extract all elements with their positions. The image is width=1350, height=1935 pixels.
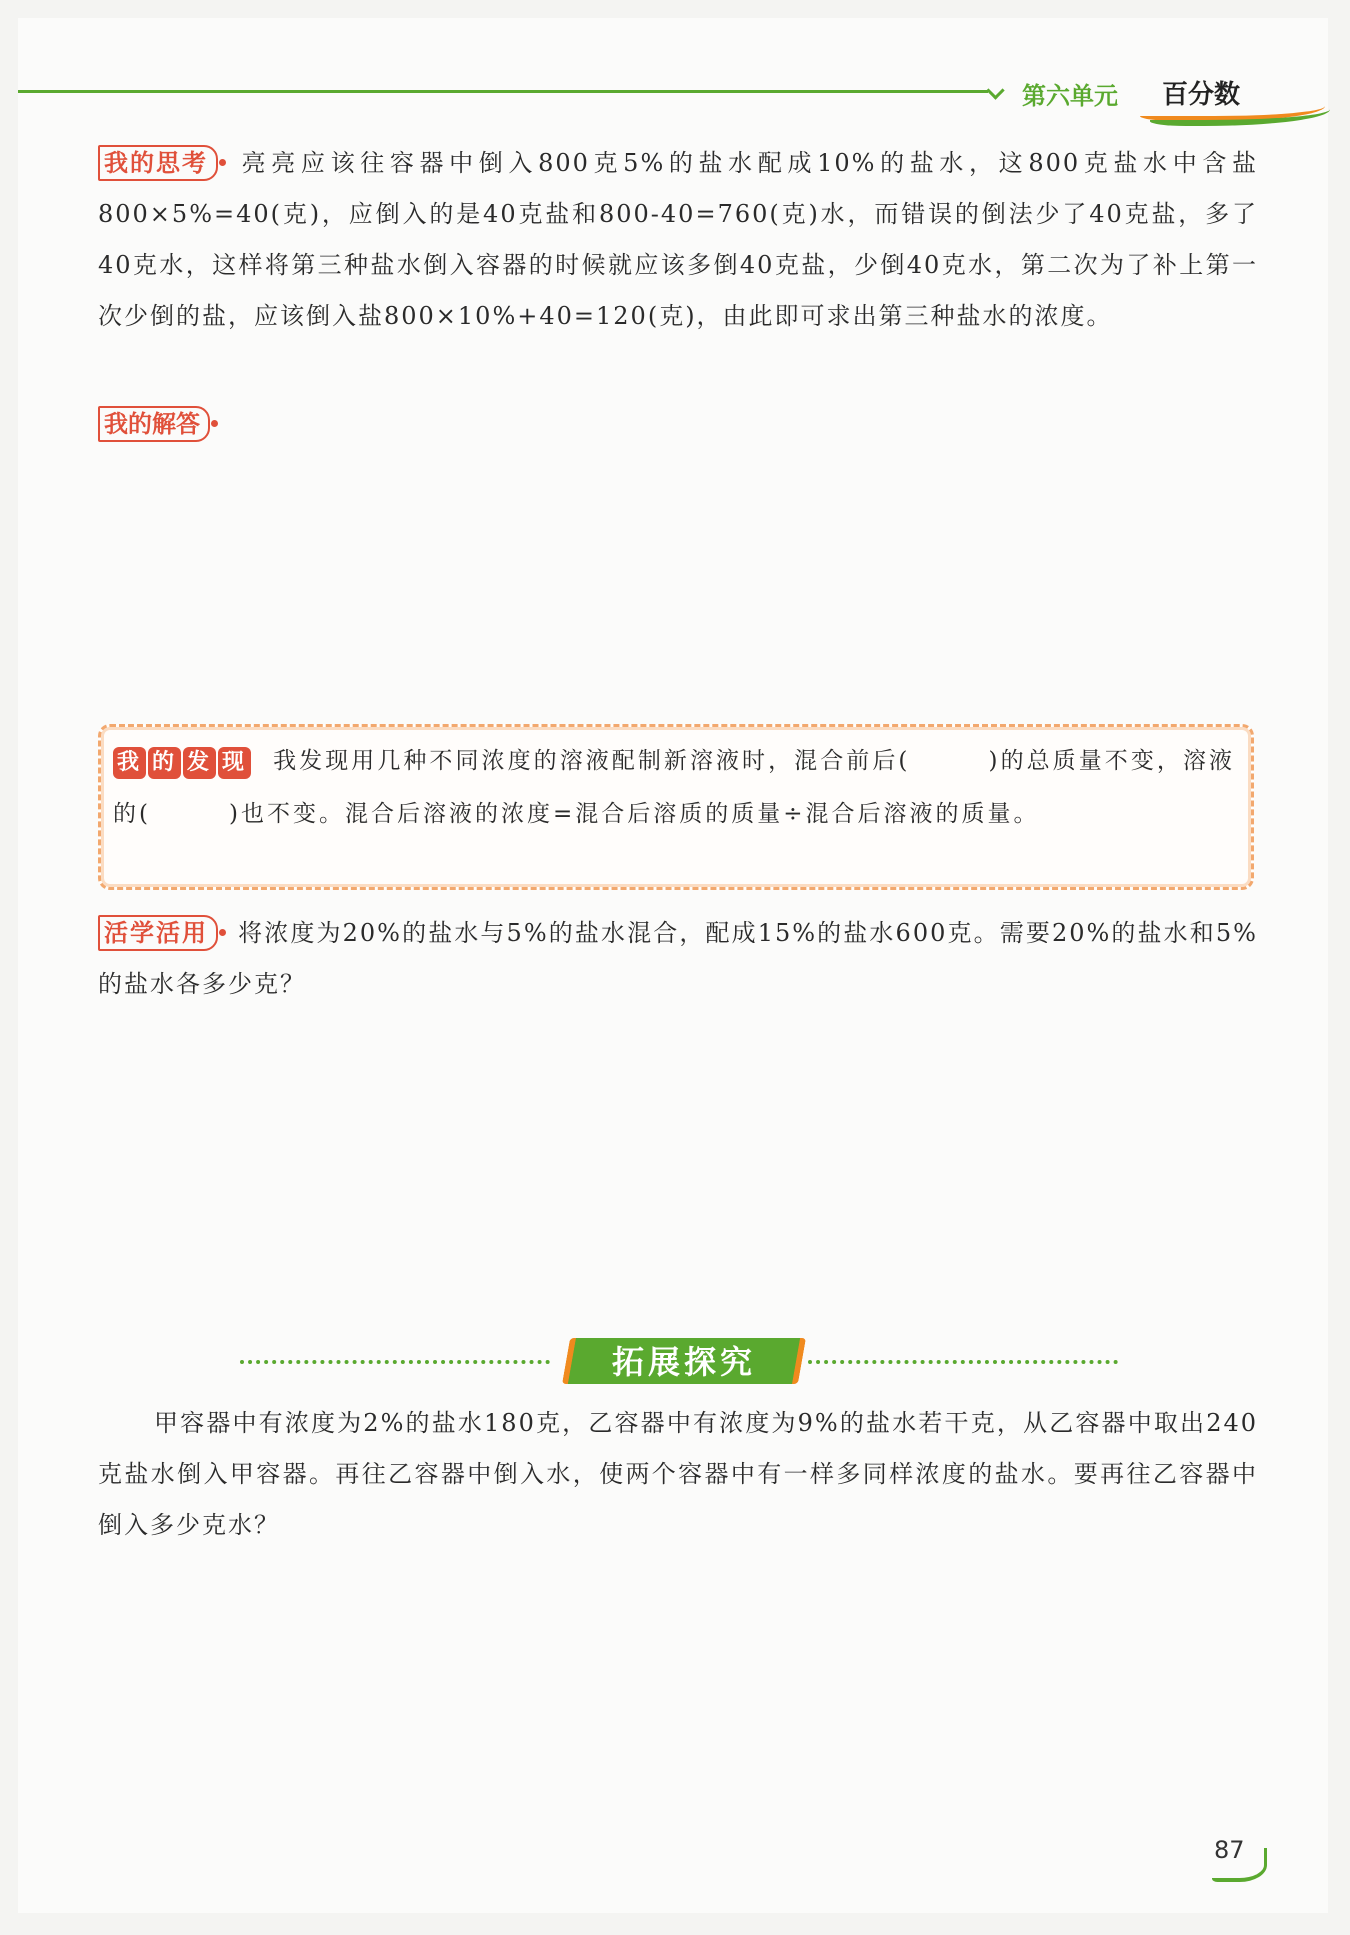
answer-tag: 我的解答 — [98, 406, 210, 442]
discovery-badge-char: 的 — [148, 747, 181, 779]
apply-section — [98, 908, 1258, 1010]
chapter-label: 百分数 — [1162, 80, 1241, 110]
thinking-text: 亮亮应该往容器中倒入800克5%的盐水配成10%的盐水，这800克盐水中含盐800×5%=40(克)，应倒入的是40克盐和800-40=760(克)水，而错误的倒法少了40克盐，多了40克水，这样将第三种盐水倒入容器的时候就应该多倒40克盐，少倒40克水，第二次为了补上第一次少倒的盐，应该倒入盐800×10%+40=120(克)，由此即可求出第三种盐水的浓度。 — [98, 149, 1258, 330]
discovery-box — [98, 724, 1254, 890]
discovery-badge-char: 现 — [218, 747, 251, 779]
discovery-text: 我发现用几种不同浓度的溶液配制新溶液时，混合前后( )的总质量不变，溶液的( )也不变。混合后溶液的浓度=混合后溶质的质量÷混合后溶液的质量。 — [113, 748, 1235, 827]
apply-text: 将浓度为20%的盐水与5%的盐水混合，配成15%的盐水600克。需要20%的盐水和5%的盐水各多少克？ — [98, 919, 1258, 998]
extension-dots-left — [240, 1360, 550, 1364]
discovery-badge-char: 发 — [183, 747, 216, 779]
extension-text: 甲容器中有浓度为2%的盐水180克，乙容器中有浓度为9%的盐水若干克，从乙容器中取出240克盐水倒入甲容器。再往乙容器中倒入水，使两个容器中有一样多同样浓度的盐水。要再往乙容器中倒入多少克水？ — [98, 1409, 1258, 1539]
page-number: 87 — [1214, 1836, 1245, 1864]
discovery-badge — [113, 736, 253, 788]
apply-tag: 活学活用 — [98, 915, 218, 951]
discovery-content — [113, 735, 1235, 840]
answer-section — [98, 406, 230, 442]
thinking-tag: 我的思考 — [98, 145, 218, 181]
discovery-badge-char: 我 — [113, 747, 146, 779]
header-rule — [18, 90, 988, 93]
extension-title: 拓展探究 — [611, 1343, 756, 1381]
extension-dots-right — [808, 1360, 1118, 1364]
unit-label: 第六单元 — [1022, 82, 1118, 110]
thinking-section — [98, 138, 1258, 342]
